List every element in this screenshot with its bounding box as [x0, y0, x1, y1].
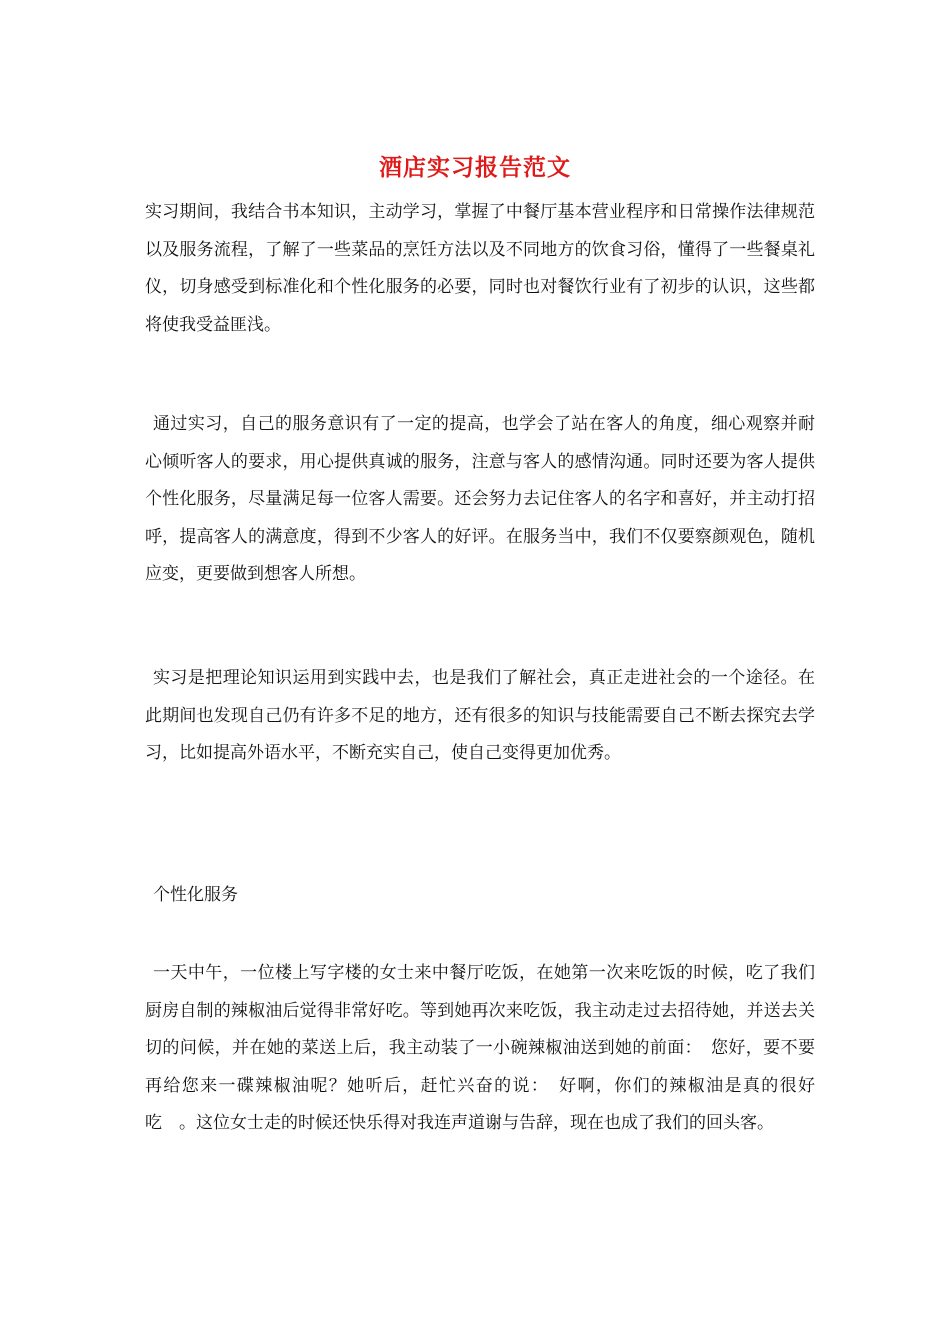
paragraph-service-awareness: 通过实习，自己的服务意识有了一定的提高，也学会了站在客人的角度，细心观察并耐心倾听客人的要求，用心提供真诚的服务，注意与客人的感情沟通。同时还要为客人提供个性化服务，尽量满足每一位客人需要。还会努力去记住客人的名字和喜好，并主动打招呼，提高客人的满意度，得到不少客人的好评。在服务当中，我们不仅要察颜观色，随机应变，更要做到想客人所想。: [145, 414, 815, 584]
paragraph-chili-oil-story: 一天中午，一位楼上写字楼的女士来中餐厅吃饭，在她第一次来吃饭的时候，吃了我们厨房自制的辣椒油后觉得非常好吃。等到她再次来吃饭，我主动走过去招待她，并送去关切的问候，并在她的菜送上后，我主动装了一小碗辣椒油送到她的前面： 您好，要不要再给您来一碟辣椒油呢？她听后，赶忙兴奋的说： 好啊，你们的辣椒油是真的很好吃 。这位女士走的时候还快乐得对我连声道谢与告辞，现在也成了我们的回头客。: [145, 963, 815, 1133]
document-title: 酒店实习报告范文: [379, 154, 571, 181]
paragraph-internship-learning: 实习期间，我结合书本知识，主动学习，掌握了中餐厅基本营业程序和日常操作法律规范以及服务流程，了解了一些菜品的烹饪方法以及不同地方的饮食习俗，懂得了一些餐桌礼仪，切身感受到标准化和个性化服务的必要，同时也对餐饮行业有了初步的认识，这些都将使我受益匪浅。: [145, 202, 815, 335]
paragraph-practice-reflection: 实习是把理论知识运用到实践中去，也是我们了解社会，真正走进社会的一个途径。在此期间也发现自己仍有许多不足的地方，还有很多的知识与技能需要自己不断去探究去学习，比如提高外语水平，不断充实自己，使自己变得更加优秀。: [145, 668, 815, 763]
section-heading-personalized-service: 个性化服务: [153, 885, 238, 905]
